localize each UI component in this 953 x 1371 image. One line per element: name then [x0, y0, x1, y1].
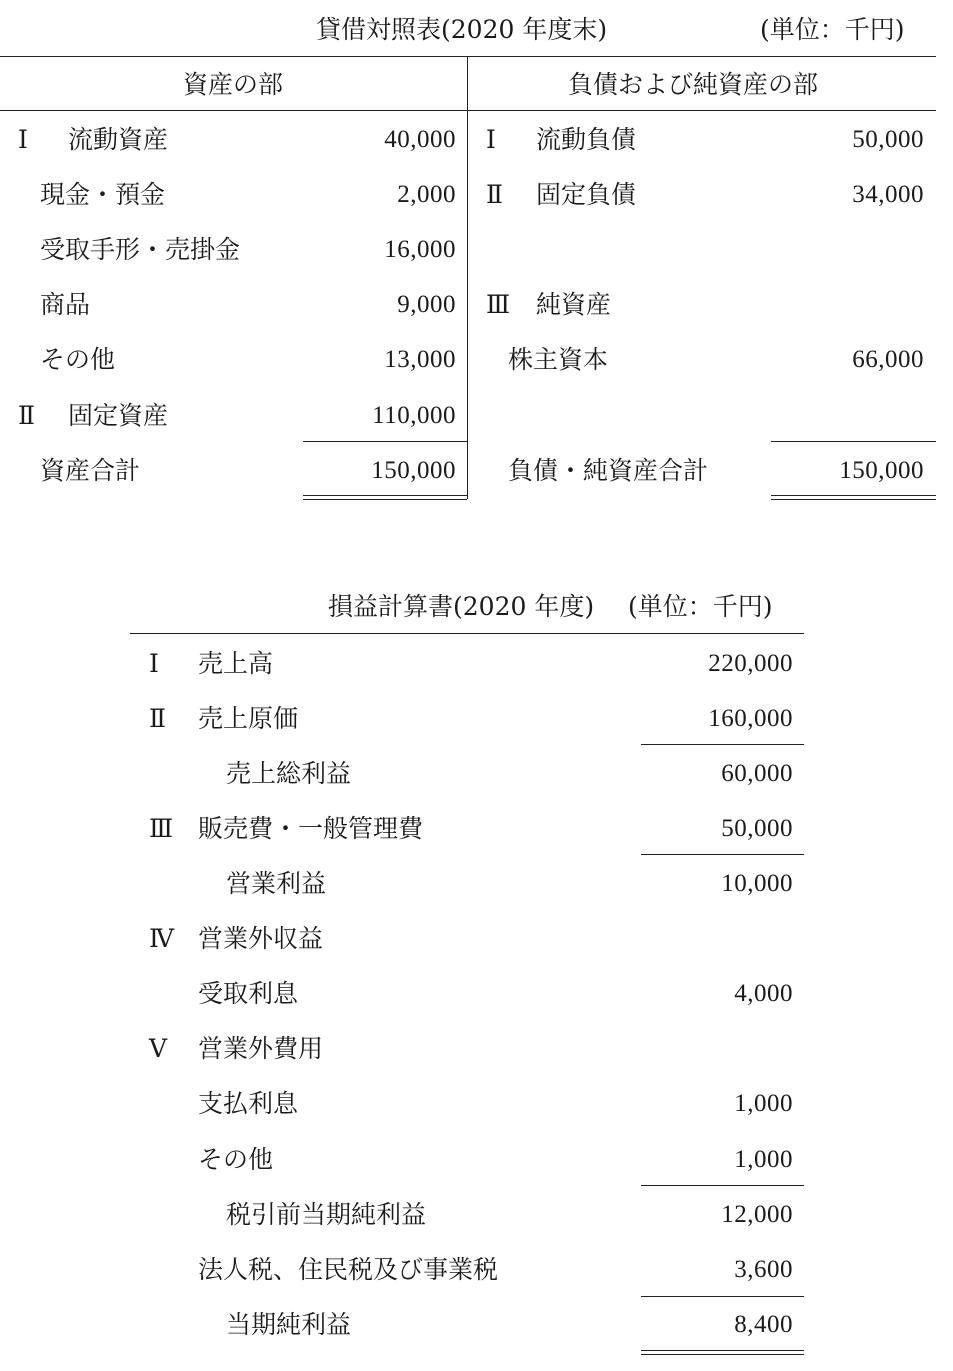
assets-total-value: 150,000 [371, 457, 456, 484]
is-subtotal-rule [641, 1185, 804, 1186]
asset-row-label: 商品 [40, 290, 91, 319]
is-row-value: 3,600 [734, 1256, 793, 1283]
is-row-num: Ⅱ [149, 704, 166, 733]
asset-row-label: 固定資産 [68, 401, 169, 430]
is-row-label: 販売費・一般管理費 [198, 814, 424, 843]
liabilities-total-value: 150,000 [839, 457, 924, 484]
is-row-value: 50,000 [721, 815, 793, 842]
is-subtotal-rule [641, 854, 804, 855]
is-row-num: Ⅴ [149, 1034, 168, 1063]
liability-row-value: 34,000 [852, 181, 924, 208]
is-row-label: 当期純利益 [226, 1310, 352, 1339]
assets-total-label: 資産合計 [40, 456, 141, 485]
is-subtotal-rule [641, 1296, 804, 1297]
bs-center-divider [467, 56, 468, 499]
is-row-value: 4,000 [734, 980, 793, 1007]
asset-row-label: 流動資産 [68, 125, 169, 154]
balance-sheet-unit: (単位：千円) [760, 15, 905, 44]
liabilities-total-double-rule [771, 495, 936, 500]
assets-header: 資産の部 [183, 70, 284, 99]
is-row-label: 受取利息 [198, 979, 299, 1008]
balance-sheet-title: 貸借対照表(2020 年度末) [316, 15, 608, 44]
is-row-label: 支払利息 [198, 1089, 299, 1118]
liability-row-label: 株主資本 [508, 345, 609, 374]
assets-total-double-rule [303, 495, 467, 500]
is-row-label: 売上高 [198, 649, 274, 678]
income-statement-title: 損益計算書(2020 年度) [328, 592, 595, 621]
is-net-income-double-rule [641, 1350, 804, 1355]
is-top-rule [130, 633, 804, 634]
is-row-value: 160,000 [708, 705, 793, 732]
is-row-num: Ⅰ [149, 649, 159, 678]
liability-row-num: Ⅱ [486, 180, 503, 209]
asset-row-value: 2,000 [397, 181, 456, 208]
asset-row-num: Ⅰ [18, 125, 28, 154]
is-row-label: 法人税、住民税及び事業税 [198, 1255, 499, 1284]
is-row-value: 12,000 [721, 1201, 793, 1228]
liability-row-label: 固定負債 [536, 180, 637, 209]
asset-row-label: 現金・預金 [40, 180, 166, 209]
asset-row-value: 40,000 [384, 126, 456, 153]
is-row-label: 営業外収益 [198, 924, 324, 953]
asset-row-label: その他 [40, 345, 116, 374]
is-row-value: 60,000 [721, 760, 793, 787]
asset-row-value: 9,000 [397, 291, 456, 318]
asset-row-label: 受取手形・売掛金 [40, 235, 241, 264]
liabilities-header: 負債および純資産の部 [568, 70, 819, 99]
asset-row-value: 13,000 [384, 346, 456, 373]
asset-row-num: Ⅱ [18, 401, 35, 430]
liability-row-label: 流動負債 [536, 125, 637, 154]
liability-row-num: Ⅲ [486, 290, 511, 319]
is-row-label: 売上原価 [198, 704, 299, 733]
liability-row-label: 純資産 [536, 290, 612, 319]
liabilities-total-rule [771, 441, 936, 442]
asset-row-value: 110,000 [372, 402, 456, 429]
income-statement-unit: (単位：千円) [628, 592, 773, 621]
is-row-label: 売上総利益 [226, 759, 352, 788]
is-row-label: 税引前当期純利益 [226, 1200, 427, 1229]
liability-row-value: 66,000 [852, 346, 924, 373]
is-row-label: 営業外費用 [198, 1034, 324, 1063]
is-subtotal-rule [641, 744, 804, 745]
is-row-value: 1,000 [734, 1090, 793, 1117]
is-row-label: 営業利益 [226, 869, 327, 898]
asset-row-value: 16,000 [384, 236, 456, 263]
assets-total-rule [303, 441, 467, 442]
is-row-num: Ⅳ [149, 924, 174, 953]
bs-header-rule [0, 110, 936, 111]
liability-row-num: Ⅰ [486, 125, 496, 154]
is-row-value: 10,000 [721, 870, 793, 897]
is-row-num: Ⅲ [149, 814, 174, 843]
is-row-value: 220,000 [708, 650, 793, 677]
liabilities-total-label: 負債・純資産合計 [508, 456, 709, 485]
is-row-value: 1,000 [734, 1146, 793, 1173]
bs-top-rule [0, 56, 936, 57]
is-row-value: 8,400 [734, 1311, 793, 1338]
liability-row-value: 50,000 [852, 126, 924, 153]
is-row-label: その他 [198, 1145, 274, 1174]
